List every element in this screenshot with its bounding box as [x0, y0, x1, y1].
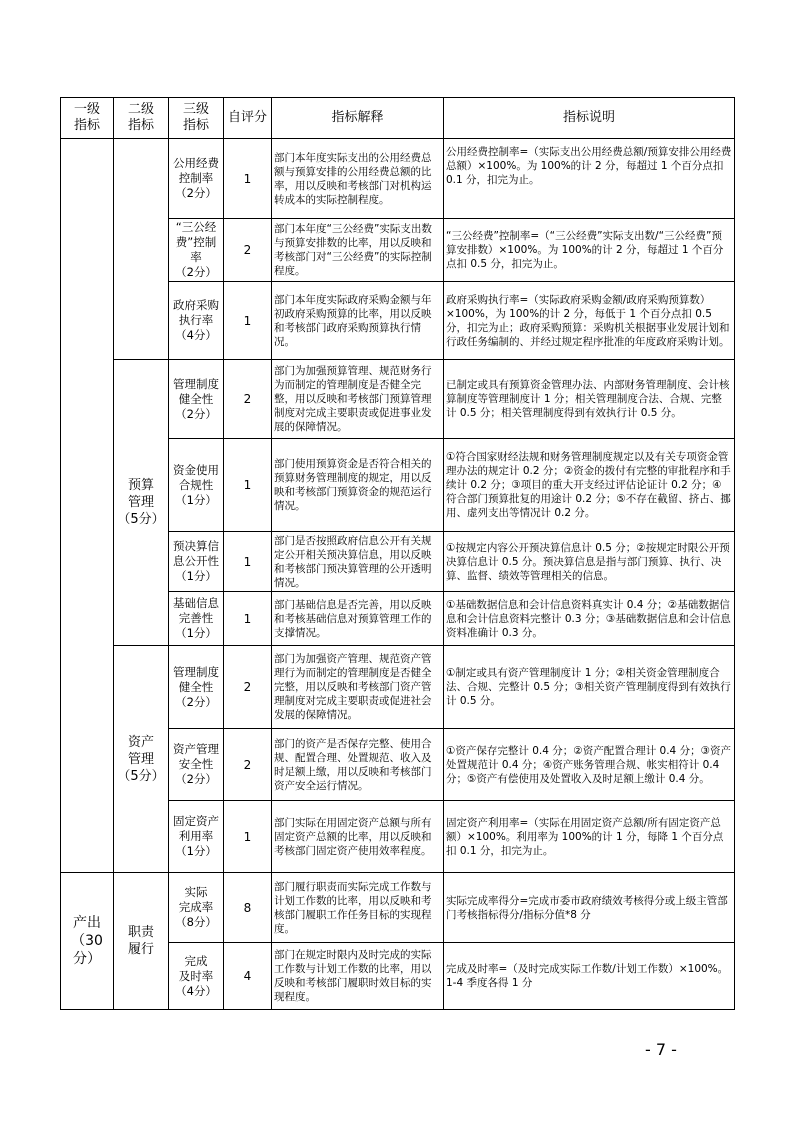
self-score: 8 [224, 873, 272, 943]
indicator-name: 实际 完成率 （8分） [169, 873, 224, 943]
indicator-name: 管理制度 健全性 （2分） [169, 360, 224, 439]
performance-indicator-table [60, 97, 735, 1010]
indicator-name: 公用经费 控制率 （2分） [169, 139, 224, 219]
indicator-note: ①按规定内容公开预决算信息计 0.5 分；②按规定时限公开预决算信息计 0.5 分。预决算信息是指与部门预算、执行、决算、监督、绩效等管理相关的信息。 [444, 532, 735, 592]
page-number: - 7 - [645, 1040, 677, 1059]
indicator-name: 基础信息 完善性 （1分） [169, 592, 224, 646]
indicator-explanation: 部门是否按照政府信息公开有关规定公开相关预决算信息，用以反映和考核部门预决算管理的公开透明情况。 [272, 532, 444, 592]
indicator-name: 政府采购 执行率 （4分） [169, 282, 224, 360]
table-row [61, 873, 735, 943]
indicator-explanation: 部门实际在用固定资产总额与所有固定资产总额的比率，用以反映和考核部门固定资产使用效率程度。 [272, 801, 444, 873]
header-level3: 三级 指标 [169, 98, 224, 139]
indicator-explanation: 部门履行职责而实际完成工作数与计划工作数的比率，用以反映和考核部门履职工作任务目标的实现程度。 [272, 873, 444, 943]
indicator-name: 管理制度 健全性 （2分） [169, 646, 224, 729]
indicator-explanation: 部门在规定时限内及时完成的实际工作数与计划工作数的比率，用以反映和考核部门履职时效目标的实现程度。 [272, 943, 444, 1010]
indicator-name: 预决算信 息公开性 （1分） [169, 532, 224, 592]
indicator-explanation: 部门使用预算资金是否符合相关的预算财务管理制度的规定，用以反映和考核部门预算资金的规范运行情况。 [272, 439, 444, 532]
indicator-note: 已制定或具有预算资金管理办法、内部财务管理制度、会计核算制度等管理制度计 1 分；相关管理制度合法、合规、完整计 0.5 分；相关管理制度得到有效执行计 0.5 分。 [444, 360, 735, 439]
indicator-note: 公用经费控制率=（实际支出公用经费总额/预算安排公用经费总额）×100%。为 100%的计 2 分，每超过 1 个百分点扣 0.1 分，扣完为止。 [444, 139, 735, 219]
indicator-note: ①制定或具有资产管理制度计 1 分；②相关资金管理制度合法、合规、完整计 0.5 分；③相关资产管理制度得到有效执行计 0.5 分。 [444, 646, 735, 729]
level2-asset-management: 资产 管理 （5分） [114, 646, 169, 873]
indicator-note: “三公经费”控制率=（“三公经费”实际支出数/“三公经费”预算安排数）×100%。为 100%的计 2 分，每超过 1 个百分点扣 0.5 分，扣完为止。 [444, 219, 735, 282]
self-score: 2 [224, 219, 272, 282]
header-self-score: 自评分 [224, 98, 272, 139]
indicator-explanation: 部门本年度“三公经费”实际支出数与预算安排数的比率，用以反映和考核部门对“三公经费”的实际控制程度。 [272, 219, 444, 282]
self-score: 1 [224, 801, 272, 873]
table-row [61, 646, 735, 729]
indicator-note: ①基础数据信息和会计信息资料真实计 0.4 分；②基础数据信息和会计信息资料完整计 0.3 分；③基础数据信息和会计信息资料准确计 0.3 分。 [444, 592, 735, 646]
header-level2: 二级 指标 [114, 98, 169, 139]
self-score: 1 [224, 282, 272, 360]
self-score: 2 [224, 729, 272, 801]
indicator-explanation: 部门本年度实际支出的公用经费总额与预算安排的公用经费总额的比率，用以反映和考核部门对机构运转成本的实际控制程度。 [272, 139, 444, 219]
table-header-row [61, 98, 735, 139]
table-row [61, 360, 735, 439]
level2-cell-empty [114, 139, 169, 360]
indicator-explanation: 部门的资产是否保存完整、使用合规、配置合理、处置规范、收入及时足额上缴，用以反映和考核部门资产安全运行情况。 [272, 729, 444, 801]
header-level1: 一级 指标 [61, 98, 114, 139]
level1-cell-empty [61, 139, 114, 873]
indicator-note: 完成及时率=（及时完成实际工作数/计划工作数）×100%。1-4 季度各得 1 分 [444, 943, 735, 1010]
indicator-name: 固定资产 利用率 （1分） [169, 801, 224, 873]
indicator-explanation: 部门为加强资产管理、规范资产管理行为而制定的管理制度是否健全完整，用以反映和考核部门资产管理制度对完成主要职责或促进社会发展的保障情况。 [272, 646, 444, 729]
level2-duty-performance: 职责 履行 [114, 873, 169, 1010]
indicator-explanation: 部门基础信息是否完善，用以反映和考核基础信息对预算管理工作的支撑情况。 [272, 592, 444, 646]
indicator-note: 政府采购执行率=（实际政府采购金额/政府采购预算数）×100%，为 100%的计 2 分，每低于 1 个百分点扣 0.5 分，扣完为止；政府采购预算：采购机关根据事业发展计划和行政任务编制的、并经过规定程序批准的年度政府采购计划。 [444, 282, 735, 360]
indicator-note: 固定资产利用率=（实际在用固定资产总额/所有固定资产总额）×100%。利用率为 100%的计 1 分，每降 1 个百分点扣 0.1 分，扣完为止。 [444, 801, 735, 873]
indicator-explanation: 部门本年度实际政府采购金额与年初政府采购预算的比率，用以反映和考核部门政府采购预算执行情况。 [272, 282, 444, 360]
indicator-name: “三公经 费”控制率 （2分） [169, 219, 224, 282]
indicator-explanation: 部门为加强预算管理、规范财务行为而制定的管理制度是否健全完整，用以反映和考核部门预算管理制度对完成主要职责或促进事业发展的保障情况。 [272, 360, 444, 439]
self-score: 1 [224, 592, 272, 646]
self-score: 4 [224, 943, 272, 1010]
header-explanation: 指标解释 [272, 98, 444, 139]
indicator-note: ①资产保存完整计 0.4 分；②资产配置合理计 0.4 分；③资产处置规范计 0.4 分；④资产账务管理合规、帐实相符计 0.4 分；⑤资产有偿使用及处置收入及时足额上缴计 0.4 分。 [444, 729, 735, 801]
indicator-name: 资金使用 合规性 （1分） [169, 439, 224, 532]
self-score: 1 [224, 439, 272, 532]
self-score: 2 [224, 360, 272, 439]
level2-budget-management: 预算 管理 （5分） [114, 360, 169, 646]
indicator-name: 资产管理 安全性 （2分） [169, 729, 224, 801]
self-score: 2 [224, 646, 272, 729]
table-row [61, 139, 735, 219]
indicator-note: ①符合国家财经法规和财务管理制度规定以及有关专项资金管理办法的规定计 0.2 分；②资金的拨付有完整的审批程序和手续计 0.2 分；③项目的重大开支经过评估论证计 0.2 分；④符合部门预算批复的用途计 0.2 分；⑤不存在截留、挤占、挪用、虚列支出等情况计 0.2 分。 [444, 439, 735, 532]
level1-output: 产出 （30分） [61, 873, 114, 1010]
indicator-name: 完成 及时率 （4分） [169, 943, 224, 1010]
self-score: 1 [224, 532, 272, 592]
header-note: 指标说明 [444, 98, 735, 139]
indicator-note: 实际完成率得分=完成市委市政府绩效考核得分或上级主管部门考核指标得分/指标分值*8 分 [444, 873, 735, 943]
self-score: 1 [224, 139, 272, 219]
